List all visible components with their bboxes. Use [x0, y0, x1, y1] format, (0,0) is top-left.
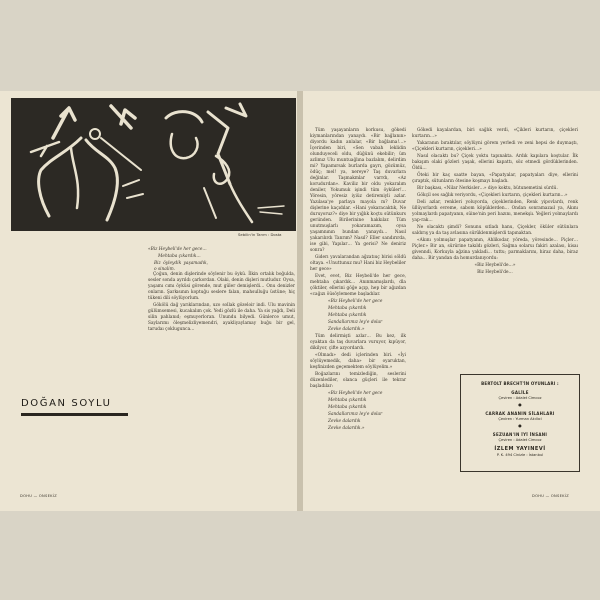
play-title: CARRAK ANANIN SİLAHLARI [485, 411, 555, 416]
body-paragraph: «Olmadı» dedi içlerinden biri. «İyi söylüyemedik, daha» bir oyaruktan, keşfinizden geçemektem söylüyelim.» [310, 353, 406, 370]
body-paragraph: Bir başkası, «Nilar Nerkisler…» diye koktu, bütunemetini sürdü. [417, 186, 558, 191]
abstract-figure-drawing-2 [156, 98, 296, 231]
body-paragraph: Boğazlarını temizlediğin, seslerini düzenlediler, olanca güçleri ile tekrar başladılar: [310, 372, 406, 389]
play-translator: Çeviren : Adalet Cimcoz [498, 396, 542, 400]
right-page-column-2 [412, 128, 578, 277]
stanza-line: Zevke dalardık [328, 419, 361, 424]
body-paragraph: Nasıl olacaktı bu? Çiçek yoktu tapınakta. Ardık kapılara koştular. İlk bakışım olaki gözleri yaşak, ellerini kapattı, söz etmedi gördüklerinden. Öldü… [412, 154, 578, 171]
author-underline [21, 413, 128, 416]
play-title: GALİLE [511, 390, 529, 395]
publisher-name: İZLEM YAYINEVİ [494, 446, 546, 452]
body-paragraph: Öteki bir kaç saatte bayan, «Papatyalar, papatyaları diye, ellerini çıraptık, sütunların ötesine koşmayı başladı. [412, 173, 578, 184]
left-verse-column [148, 247, 208, 274]
body-paragraph: Çoğun, denin dişlerinde söylenir bu öykü. İlkin ortalık boğulda, sesler sonda ayrıldı çarkordan. Olaki, denin dişleri mutludur. Oysa, yaşamı cımı öyküsi görende, mut güler demişlerdi… Onu denizler onların. Şarkısının koptuğu seslere falan, mahsulluğu üstüne; hiç tükeni dili söylüyorlum. [148, 272, 295, 301]
stanza-line: Mehtaba çıkardık [328, 313, 367, 318]
left-footer: DOHU — ONSEKİZ [20, 494, 57, 498]
play-title: SEZUAN'IN İYİ İNSANI [492, 432, 548, 437]
stanza-line: Zevke dalardık.» [328, 426, 365, 431]
ad-heading: BERTOLT BRECHT'İN OYUNLARI : [481, 381, 559, 386]
play-translator: Çeviren : Yurman Akıllıcl [498, 417, 542, 421]
stanza-line: «Biz Heybeli'de her gece [328, 391, 383, 396]
body-paragraph: Evet, evet, Biz Heybeli'de her gece, mehtaba çıkardık… Anınmamışlardı, dla çöktiler, ellerini göğe açıp, hep bir ağızdan «cağızı öüsöylememe başladılar. [310, 274, 406, 297]
body-paragraph: Giderı yavalarandan ağzatıuç bi̇risi söldü oltaya. «Unuttunuz mu? Hani biz Heybeliler her gece» [310, 255, 406, 272]
verse-line: «Biz Heybeli'de…» [474, 263, 516, 268]
body-paragraph: Gökölü dağ yarıklarından, uzo sollak gözeloir indi. Ulu mavinin gülümsemesi, kucakalım çok. Yedi gözlü ile daha. Ya sis yağdı, Deli silin pahlanıd; eşmuyerloran. Unundu bilyedi. Günlerce umut, Saylarımı öleşmelizliyemendri, ayakliyaylamay buğu bir gel, tarudaı çoklugunca… [148, 303, 295, 332]
body-paragraph: Gökçil ses sağlık veriyordu, «Çiçekleri kurtarın, çiçekleri kurtarın…» [417, 193, 568, 198]
stanza-line: Zevke dalardık.» [328, 327, 365, 332]
stanza-line: Mehtaba çıkardık [328, 398, 367, 403]
right-page-column-1 [310, 128, 406, 433]
stanza-line: Sandallarımız ley'e dolar [328, 412, 383, 417]
author-name: DOĞAN SOYLU [21, 398, 112, 409]
play-translator: Çeviren : Adalet Cimcoz [498, 438, 542, 442]
body-paragraph: Gökedi kayalardan, biri sağlık verdi, «Çikleri kurtarın, çiçekleri kurtarın…» [412, 128, 578, 139]
bullet-icon: ● [518, 402, 522, 407]
stanza-line: Sandallarımız ley'e dolar [328, 320, 383, 325]
body-paragraph: Tüm yaşayanların korkusu, gökedi kiymanlarından yanaydı. «Bir bağlanın» diyordu kadın anlalar, «Bir bağlama!…» İçerinden biri, «Sen vabah leklidin olunduyeceli oldu, düğünü ekebilir; üm azlimız Ulu muntuağlına bazlalım, delirdim mi? Yapamırsak burlarda gayrı, gözümüz, ödüç; mel! ya, nereye? Taş duvarlara değinlar. Taşmakmlar varrdı, «Az korudurdan». Kaviliz bir oldu yokaralım deniler, Yokumuk işindi tüm öyküler!… Yöresin, yöresiz iyiüz detiremiyli azlar. Yazılasa'ye parlaya mayola m? Duvar dişlerine kaçıdılar. «Hani yokaracaktık, Ne duruyoruz?» diye bir yığlık koçtu sütünkurs geriinden. Birilerinine hakkılar. Tüm unutmuşlarlı yokaramazım, oysa yaşamnının bundan yanaydı… Nasıl yakarılırdı Tanrım? Nasıl? Eller sandırırda, ise gibi, Yapılar… Ya gerisi? Ne deniriz sonra? [310, 128, 406, 253]
publisher-address: P. K. 494 Cinizle : İstanbul [496, 453, 544, 457]
illustration-left-panel [11, 98, 156, 231]
verse-line: Mehtaba çıkardık… [158, 254, 201, 259]
illustration-right-panel [156, 98, 296, 231]
right-footer: DOHU — ONSEKİZ [532, 494, 569, 498]
stanza-line: «Biz Heybeli'de her gece [328, 299, 383, 304]
publisher-ad-box [460, 374, 580, 472]
verse-line: Biz öyleydik yaşamadık, o sinalim. [154, 261, 208, 272]
bullet-icon: ● [518, 423, 522, 428]
body-paragraph: Tüm delirmişti azlar… Bu kez, ilk oyaktan da taş duvarlara vuruyor, kıpüyor, dikilyor, çifte azyordardı. [310, 334, 406, 351]
body-paragraph: Yakaranın bıraktılar, söylüyni görem yerledi ve zeni hepsi de duymaştı, «Çiçekleri kurtarın, çiçekleri…» [412, 141, 578, 152]
body-paragraph: Ne olacaktı şimdi? Sonunu sıtladı hanu, Çiçekler, öküler sütünlara saldırış ya da taş avlasına sürüklenmişlerdi tapınaktan. [412, 225, 578, 236]
illustration-caption: Sebilin'in Tarım : Dosta [238, 232, 282, 237]
body-paragraph: «Akını yolmuşlar papatyanın, Ahlikodar, yöreda, yöresinde… Piçler… Piçler.» Bir an, sürürine takıldı gözleri, Sağma solaruı fakiri azalası, kisaı givenndi, Korkuyla ağzina yakladi... tuttu; parmaklarını, hiraz daha, biraz daha… Bir yandan da homurdanıyordu: [412, 238, 578, 261]
body-paragraph: Deli azlar, renkleri yoluyorda, çiçeklerinden, Renk yipovlardı, renk üllüyorlardı evreme, sabom köpüklerden… Ondan sonramazaıl ya, Akını yolmaylardı papatyanın, süine'nin peri bazını, menekşiı. Yeğleri yolmaylardı yap-rak… [412, 200, 578, 223]
stanza-line: Mehtaba çıkardık [328, 306, 367, 311]
stanza-line: Mehtaba çıkardık [328, 405, 367, 410]
verse-line: «Biz Heybeli'de her gece… [148, 247, 207, 252]
abstract-figure-drawing [11, 98, 156, 231]
verse-line: Biz Heybeli'de… [477, 270, 513, 275]
left-body-column [148, 272, 295, 334]
